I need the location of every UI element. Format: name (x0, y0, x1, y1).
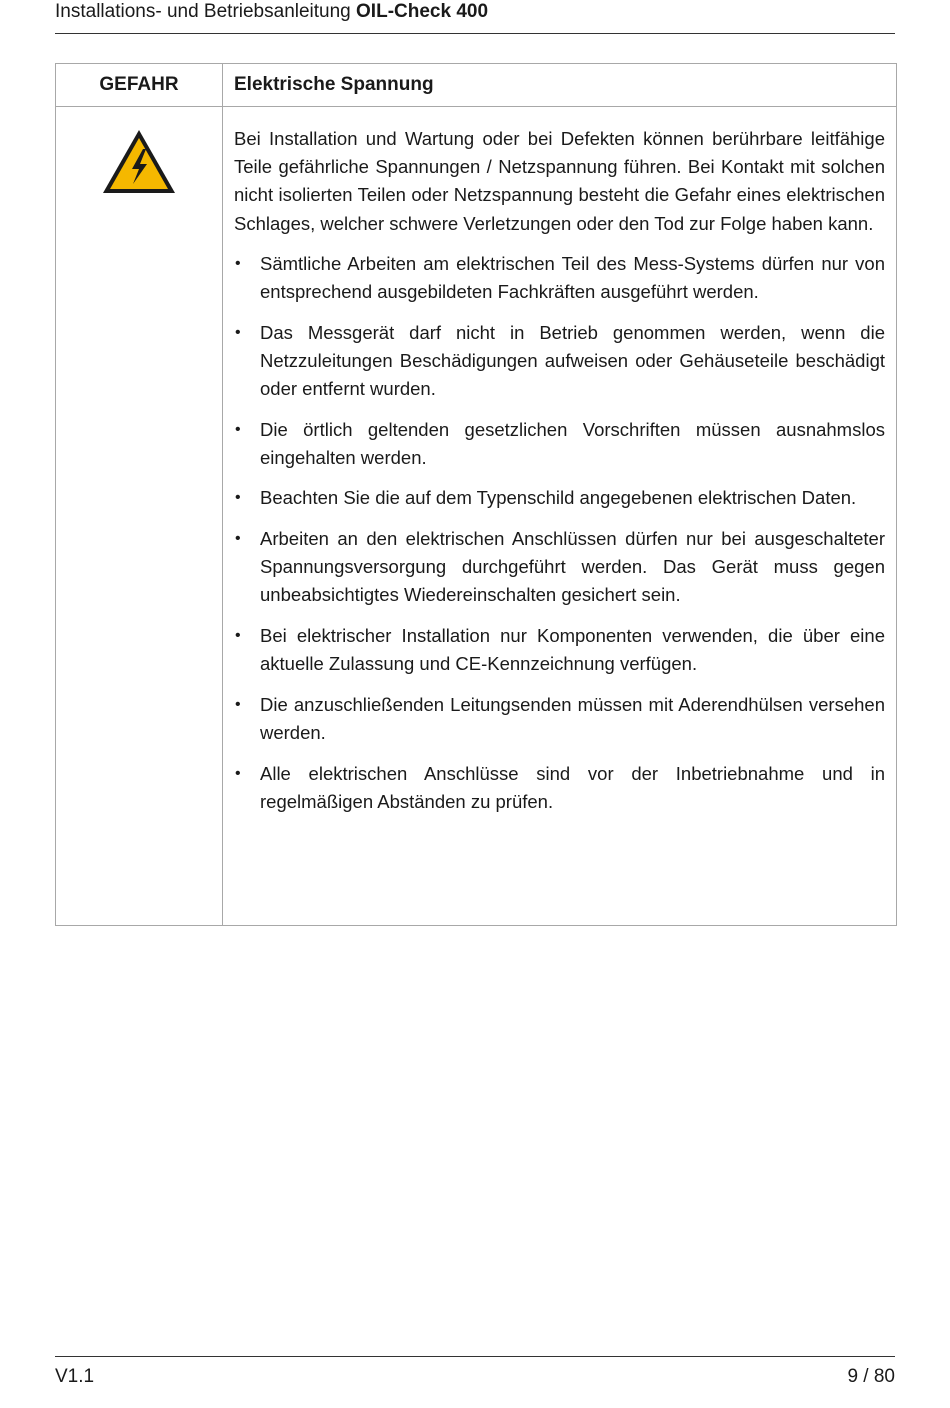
electrical-hazard-icon (100, 127, 178, 202)
warning-table (55, 63, 897, 926)
warning-intro: Bei Installation und Wartung oder bei Defekten können berührbare leitfähige Teile gefährliche Spannungen / Netzspannung führen. Bei Kontakt mit solchen nicht isolierten Teilen oder Netzspannung besteht die Gefahr eines elektrischen Schlages, welcher schwere Verletzungen oder den Tod zur Folge haben kann. (234, 128, 885, 234)
document-version: V1.1 (55, 1366, 95, 1387)
bullet-icon: • (235, 627, 241, 644)
document-title: Installations- und Betriebsanleitung (55, 1, 357, 22)
list-item: • Alle elektrischen Anschlüsse sind vor der Inbetriebnahme und in regelmäßigen Abständen zu prüfen. (234, 760, 885, 816)
bullet-icon: • (235, 530, 241, 547)
warning-header-row (56, 64, 897, 107)
bullet-icon: • (235, 489, 241, 507)
list-item: • Das Messgerät darf nicht in Betrieb genommen werden, wenn die Netzzuleitungen Beschädigungen aufweisen oder Gehäuseteile beschädigt oder entfernt wurden. (234, 319, 885, 404)
list-item: • Bei elektrischer Installation nur Komponenten verwenden, die über eine aktuelle Zulassung und CE-Kennzeichnung verfügen. (234, 622, 885, 678)
warning-body-row (56, 107, 897, 926)
signal-word: GEFAHR (56, 64, 223, 107)
bullet-icon: • (235, 420, 241, 438)
warning-heading: Elektrische Spannung (223, 64, 897, 107)
list-item: • Beachten Sie die auf dem Typenschild angegebenen elektrischen Daten. (234, 484, 885, 512)
bullet-icon: • (235, 254, 241, 272)
product-name: OIL-Check 400 (356, 1, 489, 22)
warning-icon-cell (56, 107, 223, 926)
bullet-icon: • (235, 323, 241, 341)
list-item: • Die anzuschließenden Leitungsenden müssen mit Aderendhülsen versehen werden. (234, 691, 885, 747)
page-header (55, 0, 895, 34)
warning-bullet-list (234, 250, 885, 816)
list-item: • Sämtliche Arbeiten am elektrischen Teil des Mess-Systems dürfen nur von entsprechend ausgebildeten Fachkräften ausgeführt werden. (234, 250, 885, 306)
page-number: 9 / 80 (847, 1366, 895, 1387)
warning-content (223, 107, 897, 926)
bullet-icon: • (235, 764, 241, 782)
list-item: • Die örtlich geltenden gesetzlichen Vorschriften müssen ausnahmslos eingehalten werden. (234, 416, 885, 472)
bullet-icon: • (235, 695, 241, 713)
list-item: • Arbeiten an den elektrischen Anschlüssen dürfen nur bei ausgeschalteter Spannungsversorgung durchgeführt werden. Das Gerät muss gegen unbeabsichtigtes Wiedereinschalten gesichert sein. (234, 525, 885, 610)
page-footer (55, 1356, 895, 1387)
